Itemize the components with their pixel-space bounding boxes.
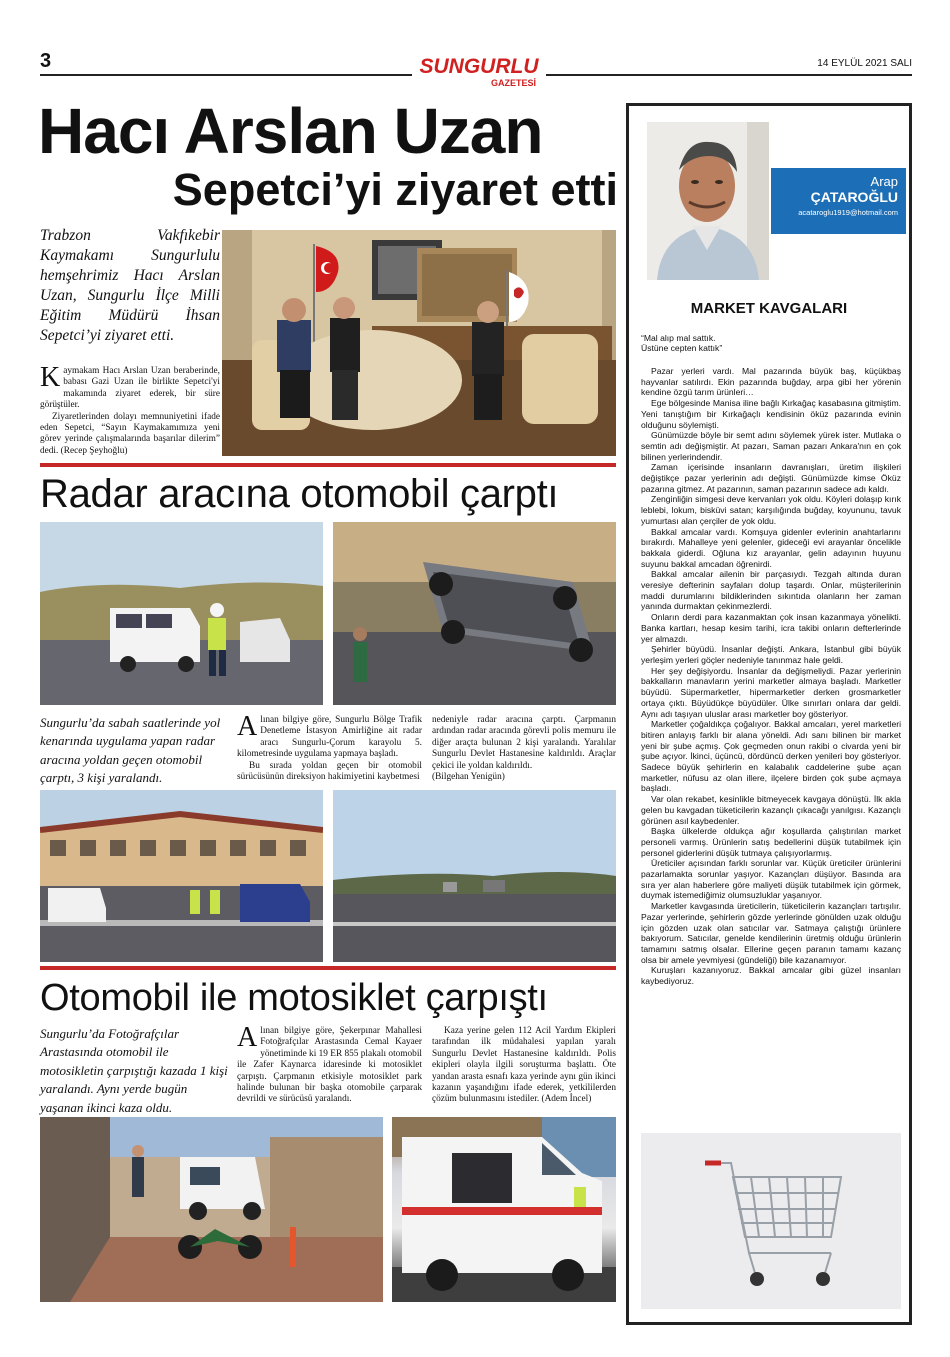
article1-headline-line2: Sepetci’yi ziyaret etti [172, 164, 618, 215]
article1-body [40, 362, 220, 457]
dropcap: A [237, 1022, 258, 1053]
author-email: acataroglu1919@hotmail.com [798, 208, 898, 217]
column-paragraph: Üreticiler açısından farklı sorunlar var. Küçük üreticiler ürünlerini pazarlamakta sorunlar yaşıyor. Kazançları düşüyor. Basında ara sıra yer alan haberlere göre maliyeti düşük tutabilmek için görmek, duymak istemediğimiz olumsuzluklar yaşanıyor. [641, 858, 901, 901]
radar-crash-illustration-3 [40, 790, 323, 962]
office-visit-illustration [222, 230, 616, 456]
author-photo [647, 122, 769, 280]
column-body [641, 366, 901, 987]
issue-date: 14 EYLÜL 2021 SALI [817, 58, 912, 69]
column-paragraph: Her şey değişiyordu. İnsanlar da değişmeliydi. Pazar yerlerinin bakkalların manavların yerini marketler almaya başladı. Marketler büyüdü. Süpermarketler, hipermarketler derken grosmarketler ortaya çıktı. Büyüdükçe büyüdüler. Ülke sınırları onlara dar geldi. Aynı adı taşıyan uluslar arası marketler boy gösteriyor. [641, 665, 901, 719]
column-paragraph: Kuruşları kazanıyoruz. Bakkal amcalar gibi güzel insanları kaybediyoruz. [641, 965, 901, 987]
column-epigraph [641, 333, 901, 354]
radar-crash-photo-2 [333, 522, 616, 705]
article3-lead: Sungurlu’da Fotoğrafçılar Arastasında otomobil ile motosikletin çarpıştığı kazada 1 kişi yaralandı. Aynı yerde bugün yaşanan ikinci kaza oldu. [40, 1026, 228, 1115]
article3-headline: Otomobil ile motosiklet çarpıştı [40, 977, 548, 1019]
column-paragraph: Günümüzde böyle bir semt adını söylemek yürek ister. Mutlaka o semtin adı değişmiştir. At pazarı, Saman pazarı Ankara'nın en çok bilinen yerlerindendir. [641, 430, 901, 462]
radar-crash-illustration-1 [40, 522, 323, 705]
radar-crash-photo-1 [40, 522, 323, 705]
column-paragraph: Ege bölgesinde Manisa iline bağlı Kırkağaç kasabasına gitmiştim. Yeni tanıştığım bir Kırkağaçlı kendisinin öküz pazarında evinin olduğunu söylemişti. [641, 398, 901, 430]
office-visit-photo [222, 230, 616, 456]
section-divider [40, 966, 616, 970]
column-paragraph: Onların derdi para kazanmaktan çok insan kazanmaya yönelikti. Banka kartları, hesap kesim tarihi, icra takibi onların defterlerinde yer almazdı. [641, 612, 901, 644]
column-title: MARKET KAVGALARI [690, 300, 848, 317]
column-paragraph: Marketler kavgasında üreticilerin, tüketicilerin kazançları tartışılır. Pazar yerlerinde, şehirlerin gözde yerlerinde gönülden uzak olduğu için gözden uzak olan satıcılar var. Satmaya çalıştığı ürünlere bakıyorum. Satıcılar, genelde kendilerinin üretmiş olduğu ürünlerin tamamını satmış olsalar. Ellerine geçen paranın tamamı kazanç olsa bir amele yevmiyesi (gündeliği) bile kazanamıyor. [641, 901, 901, 965]
author-last-name: ÇATAROĞLU [810, 189, 898, 205]
author-first-name: Arap [870, 174, 898, 189]
header-rule-left [40, 74, 412, 76]
page-number: 3 [40, 50, 52, 72]
radar-crash-illustration-4 [333, 790, 616, 962]
column-paragraph: Zenginliğin simgesi deve kervanları yok oldu. Köyleri dolaşıp kırık leblebi, lokum, bisküvi satan; karşılığında buğday, koyununu, tavuk yumurtası alan çerçiler de yok oldu. [641, 494, 901, 526]
author-portrait [647, 122, 769, 280]
dropcap: K [40, 362, 61, 393]
column-paragraph: Şehirler büyüdü. İnsanlar değişti. Ankara, İstanbul gibi büyük yerleşim yerleri göçler nedeniyle tanınmaz hale geldi. [641, 644, 901, 665]
article1-paragraph-text: aymakam Hacı Arslan Uzan beraberinde, babası Gazi Uzan ile birlikte Sepetci'yi makamında ziyaret ederek, bir süre görüştüler. [40, 366, 220, 411]
column-paragraph: Bakkal amcalar ailenin bir parçasıydı. Tezgah altında duran veresiye defterinin sayfaları dolup taşardı. Onlar, müşterilerinin maddi durumlarını bildiklerinden sıkıntıda olanların her zaman yanında durmaktan çekinmezlerdi. [641, 569, 901, 612]
masthead-logo [416, 56, 542, 88]
article2-column2 [432, 715, 616, 783]
article2-paragraph-text: lınan bilgiye göre, Sungurlu Bölge Trafik Denetleme İstasyon Amirliğine ait radar aracı Sungurlu-Çorum karayolu 5. kilometresinde uygulama yapmaya başladı. [237, 715, 422, 760]
article2-lead: Sungurlu’da sabah saatlerinde yol kenarında uygulama yapan radar aracına yoldan geçen otomobil çarptı, 3 kişi yaralandı. [40, 715, 221, 786]
masthead-main: SUNGURLU [419, 55, 539, 78]
motorcycle-crash-photo [40, 1117, 383, 1302]
ambulance-photo [392, 1117, 616, 1302]
article2-headline: Radar aracına otomobil çarptı [40, 472, 559, 516]
article3-column2 [432, 1026, 616, 1106]
column-paragraph: Marketler çoğaldıkça çoğalıyor. Bakkal amcaları, yerel marketleri bitiren anlayış farklı bir alana yöneldi. Adı sanı bilinen bir market yeni bir şube açmış. Çok geçmeden onun rakibi o civarda yeni bir şube açıyor. İkinci, üçüncü, dördüncü derken yenileri boy gösteriyor. Sadece büyük şehirlerin en kalabalık caddelerine şube açan marketler, nüfusu az olan illere, ilçelere birden çok şube açmaya başladı. [641, 719, 901, 794]
shopping-cart-photo [641, 1133, 901, 1309]
ambulance-illustration [392, 1117, 616, 1302]
section-divider [40, 463, 616, 467]
article3-column1 [237, 1022, 422, 1106]
article2-byline: (Bilgehan Yenigün) [432, 772, 505, 783]
column-paragraph: Var olan rekabet, kesinlikle bitmeyecek kavgaya dönüştü. İlk akla gelen bu kavgadan tüketicilerin kazançlı çıkacağı yanılgısı. Kazançlı görünen asıl kaybedenler. [641, 794, 901, 826]
article3-paragraph: Kaza yerine gelen 112 Acil Yardım Ekipleri tarafından ilk müdahalesi yapılan yaralı Sungurlu Devlet Hastanesine kaldırıldı. Polis ekipleri olayla ilgili soruşturma başlattı. Öte yandan arasta esnafı kaza yerinde aynı gün ikinci kazanın yaşandığını ifade ederek, yetkililerden çözüm bulunmasını istediler. (Adem İncel) [432, 1026, 616, 1105]
header-rule-right [546, 74, 912, 76]
article1-paragraph [40, 362, 220, 412]
masthead-sub: GAZETESİ [490, 78, 536, 88]
article1-headline-line1: Hacı Arslan Uzan [38, 95, 543, 167]
radar-crash-illustration-2 [333, 522, 616, 705]
column-paragraph: Pazar yerleri vardı. Mal pazarında büyük baş, küçükbaş hayvanlar satılırdı. Ekin pazarında buğday, arpa gibi her yörenin kendine özgü tarım ürünleri… [641, 366, 901, 398]
column-paragraph: Zaman içerisinde insanların davranışları, üretim ilişkileri değiştikçe pazar yerlerinin adı değişti. Günümüzde kimse Öküz pazarına gitmez. At pazarının, saman pazarının sadece adı kaldı. [641, 462, 901, 494]
article2-paragraph [237, 711, 422, 761]
radar-crash-photo-3 [40, 790, 323, 962]
epigraph-line: Üstüne cepten kattık” [641, 343, 723, 354]
author-nameplate [771, 168, 906, 234]
article2-paragraph: Bu sırada yoldan geçen bir otomobil sürücüsünün direksiyon hakimiyetini kaybetmesi [237, 760, 422, 783]
dropcap: A [237, 711, 258, 742]
article1-paragraph: Ziyaretlerinden dolayı memnuniyetini ifade eden Sepetci, “Sayın Kaymakamımıza yeni görev yerinde çalışmalarında başarılar dilerim” dedi. (Recep Şeyhoğlu) [40, 411, 220, 456]
epigraph-line: “Mal alıp mal sattık. [641, 333, 716, 343]
article2-column1 [237, 711, 422, 783]
radar-crash-photo-4 [333, 790, 616, 962]
article3-paragraph-text: lınan bilgiye göre, Şekerpınar Mahallesi Fotoğrafçılar Arastasında Cemal Kayaer yönetiminde ki 19 ER 855 plakalı otomobil ile Zafer Kaynarca idaresinde ki motosiklet çarpıştı. Çarpmanın etkisiyle motosiklet park halinde bulunan bir başka otomobile çarparak devrildi ve sürücüsü yaralandı. [237, 1026, 422, 1105]
column-paragraph: Başka ülkelerde oldukça ağır koşullarda çalıştırılan market personeli varmış. Ürünlerin satış bedellerini düşük tutabilmek için personel giderlerini düşük tutmaya çalışıyorlarmış. [641, 826, 901, 858]
column-paragraph: Bakkal amcalar vardı. Komşuya gidenler evlerinin anahtarlarını bırakırdı. Mahalleye yeni gelenler, gideceği evi arayanlar öncelikle bakkala giderdi. Oğluna kız arayanlar, gelin adayının huyunu suyunu bakkal amcadan öğrenirdi. [641, 526, 901, 569]
motorcycle-crash-illustration [40, 1117, 383, 1302]
article3-paragraph [237, 1022, 422, 1106]
shopping-cart-icon [641, 1133, 901, 1309]
article2-paragraph: nedeniyle radar aracına çarptı. Çarpmanın ardından radar aracında görevli polis memuru ile diğer araçta bulunan 2 kişi yaralandı. Yaralılar Sungurlu Devlet Hastanesine kaldırıldı. Araçlar çekici ile yoldan kaldırıldı. [432, 715, 616, 771]
article1-lead: Trabzon Vakfıkebir Kaymakamı Sungurlulu hemşehrimiz Hacı Arslan Uzan, Sungurlu İlçe Milli Eğitim Müdürü İhsan Sepetci’yi ziyaret etti. [40, 227, 220, 344]
